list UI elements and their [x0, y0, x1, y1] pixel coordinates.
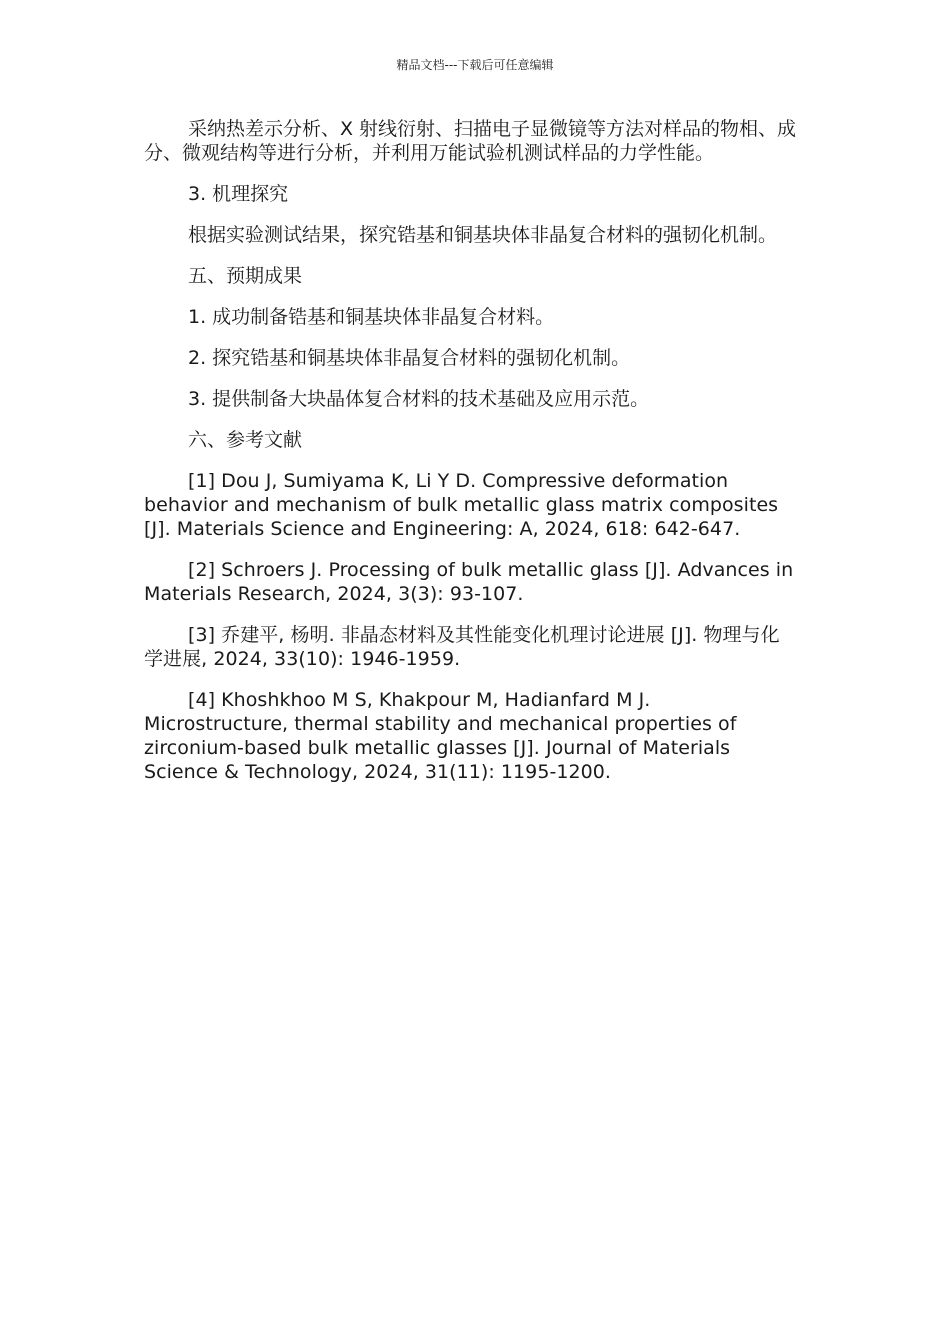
page-header: 精品文档---下载后可任意编辑 — [396, 58, 554, 72]
section-5-heading: 五、预期成果 — [188, 265, 303, 287]
outcome-item-1: 1. 成功制备锆基和铜基块体非晶复合材料。 — [188, 306, 555, 328]
reference-item-1: [1] Dou J, Sumiyama K, Li Y D. Compressive deformation behavior and mechanism of bulk metallic glass matrix composites [J]. Materials Science and Engineering: A, 2024, 618: 642-647. — [144, 470, 779, 540]
outcome-item-3: 3. 提供制备大块晶体复合材料的技术基础及应用示范。 — [188, 388, 650, 410]
methods-paragraph: 采纳热差示分析、X 射线衍射、扫描电子显微镜等方法对样品的物相、成分、微观结构等进行分析，并利用万能试验机测试样品的力学性能。 — [144, 118, 797, 164]
document-body — [144, 117, 798, 801]
reference-item-3: [3] 乔建平, 杨明. 非晶态材料及其性能变化机理讨论进展 [J]. 物理与化学进展, 2024, 33(10): 1946-1959. — [144, 624, 780, 670]
reference-item-2: [2] Schroers J. Processing of bulk metallic glass [J]. Advances in Materials Research, 2024, 3(3): 93-107. — [144, 559, 794, 605]
section-3-paragraph: 根据实验测试结果，探究锆基和铜基块体非晶复合材料的强韧化机制。 — [188, 224, 778, 246]
section-6-heading: 六、参考文献 — [188, 429, 303, 451]
reference-item-4: [4] Khoshkhoo M S, Khakpour M, Hadianfard M J. Microstructure, thermal stability and mechanical properties of zirconium-based bulk metallic glasses [J]. Journal of Materials Science & Technology, 2024, 31(11): 1195-1200. — [144, 689, 737, 783]
section-3-heading: 3. 机理探究 — [188, 183, 289, 205]
outcome-item-2: 2. 探究锆基和铜基块体非晶复合材料的强韧化机制。 — [188, 347, 631, 369]
